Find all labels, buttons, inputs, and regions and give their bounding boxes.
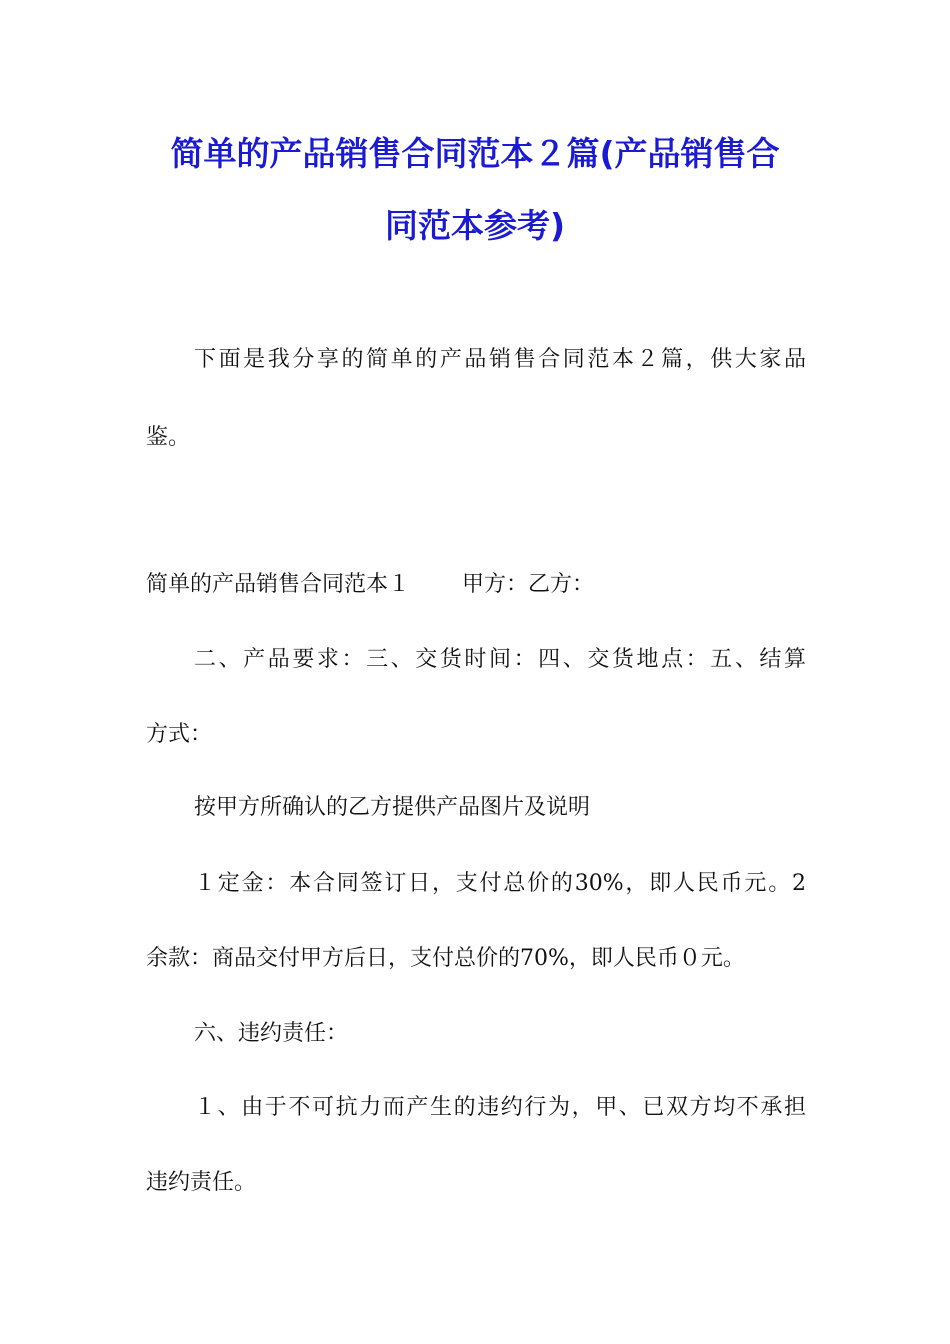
breach-heading: 六、违约责任： <box>194 1021 349 1046</box>
intro-line-1: 下面是我分享的简单的产品销售合同范本２篇，供大家品 <box>194 347 806 372</box>
terms-line-2: 方式： <box>146 722 213 747</box>
document-title-line-2: 同范本参考) <box>384 206 566 245</box>
terms-line-1: 二、产品要求：三、交货时间：四、交货地点：五、结算 <box>194 647 806 672</box>
document-title-line-1: 简单的产品销售合同范本２篇(产品销售合 <box>170 134 780 173</box>
payment-line-2: 余款：商品交付甲方后日，支付总价的70%，即人民币０元。 <box>146 946 745 971</box>
breach-item-1-line-1: １、由于不可抗力而产生的违约行为，甲、已双方均不承担 <box>194 1095 806 1120</box>
section-heading: 简单的产品销售合同范本１ <box>146 572 411 597</box>
parties-label: 甲方：乙方： <box>462 572 595 597</box>
intro-line-2: 鉴。 <box>146 425 191 450</box>
breach-item-1-line-2: 违约责任。 <box>146 1170 257 1195</box>
payment-line-1: １定金：本合同签订日，支付总价的30%，即人民币元。2 <box>194 871 806 896</box>
section-heading-row <box>146 570 806 600</box>
product-requirement: 按甲方所确认的乙方提供产品图片及说明 <box>194 795 591 820</box>
